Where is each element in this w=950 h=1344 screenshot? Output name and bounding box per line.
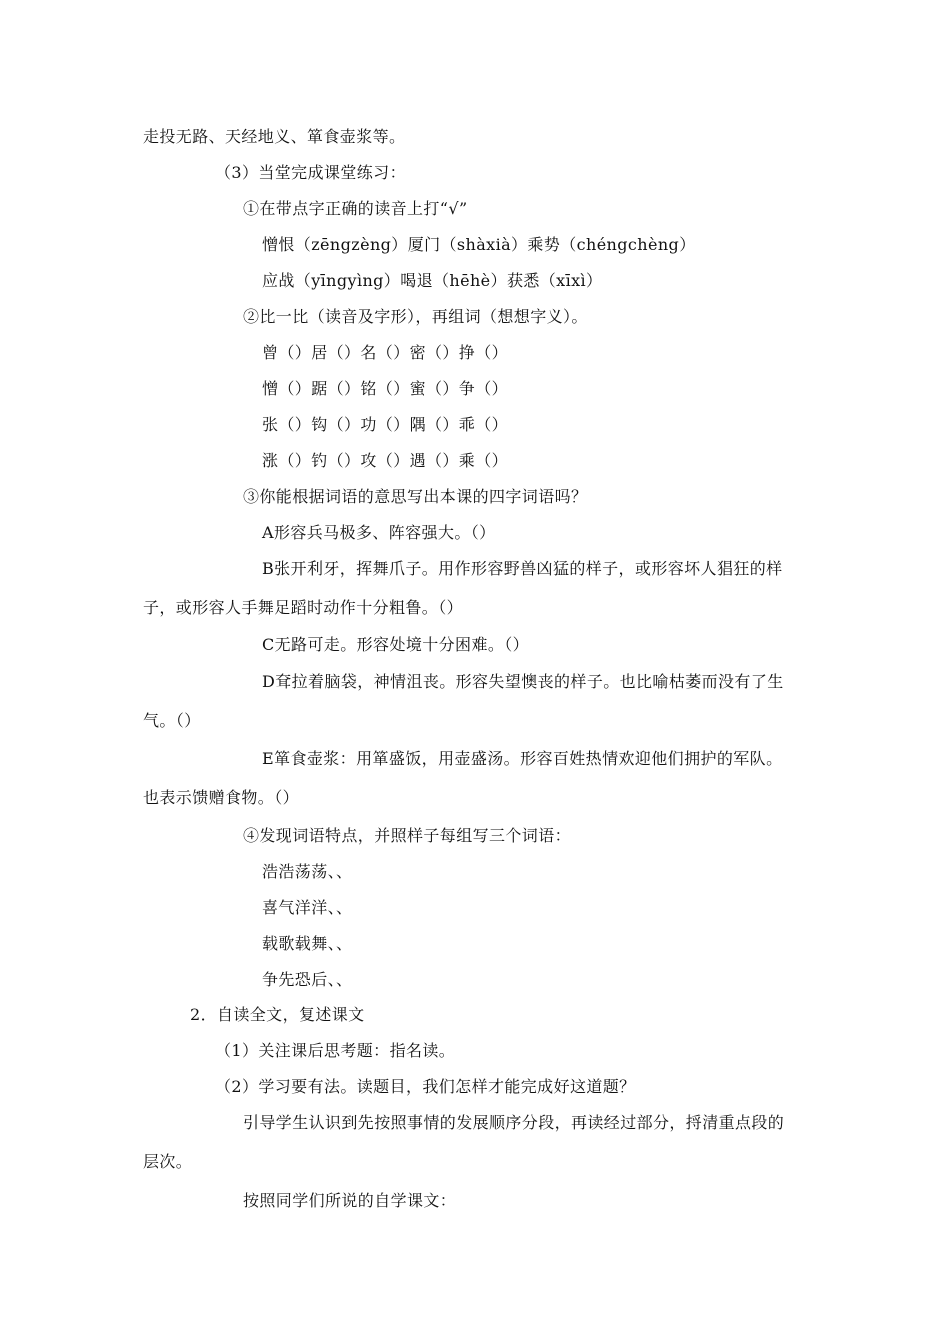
text-line: 涨（）钓（）攻（）遇（）乘（） <box>262 451 509 470</box>
text-line: 气。（） <box>143 711 201 730</box>
text-line: （1）关注课后思考题：指名读。 <box>215 1041 456 1060</box>
text-line: （3）当堂完成课堂练习： <box>215 163 406 182</box>
text-line: 也表示馈赠食物。（） <box>143 788 300 807</box>
text-line: 层次。 <box>143 1152 193 1171</box>
text-line: ①在带点字正确的读音上打“√” <box>243 199 468 218</box>
text-line: C无路可走。形容处境十分困难。（） <box>262 635 530 654</box>
text-line: 走投无路、天经地义、箪食壶浆等。 <box>143 127 406 146</box>
text-line: B张开利牙，挥舞爪子。用作形容野兽凶猛的样子，或形容坏人猖狂的样 <box>262 559 783 578</box>
text-line: 憎恨（zēngzèng）厦门（shàxià）乘势（chéngchèng） <box>262 235 696 254</box>
text-line: ②比一比（读音及字形），再组词（想想字义）。 <box>243 307 588 326</box>
text-line: 曾（）居（）名（）密（）挣（） <box>262 343 509 362</box>
text-line: D耷拉着脑袋，神情沮丧。形容失望懊丧的样子。也比喻枯萎而没有了生 <box>262 672 784 691</box>
text-line: 喜气洋洋、、 <box>262 898 353 917</box>
text-line: 憎（）踞（）铭（）蜜（）争（） <box>262 379 509 398</box>
text-line: E箪食壶浆：用箪盛饭，用壶盛汤。形容百姓热情欢迎他们拥护的军队。 <box>262 749 783 768</box>
text-line: ③你能根据词语的意思写出本课的四字词语吗？ <box>243 487 588 506</box>
text-line: A形容兵马极多、阵容强大。（） <box>262 523 496 542</box>
text-line: 载歌载舞、、 <box>262 934 353 953</box>
text-line: 应战（yīngyìng）喝退（hēhè）获悉（xīxì） <box>262 271 603 290</box>
text-line: 子，或形容人手舞足蹈时动作十分粗鲁。（） <box>143 598 464 617</box>
text-line: ④发现词语特点，并照样子每组写三个词语： <box>243 826 572 845</box>
text-line: 按照同学们所说的自学课文： <box>243 1191 457 1210</box>
text-line: 2．自读全文，复述课文 <box>190 1005 365 1024</box>
text-line: 争先恐后、、 <box>262 970 353 989</box>
text-line: 张（）钩（）功（）隅（）乖（） <box>262 415 509 434</box>
text-line: 引导学生认识到先按照事情的发展顺序分段，再读经过部分，捋清重点段的 <box>243 1113 785 1132</box>
text-line: （2）学习要有法。读题目，我们怎样才能完成好这道题？ <box>215 1077 636 1096</box>
text-line: 浩浩荡荡、、 <box>262 862 353 881</box>
